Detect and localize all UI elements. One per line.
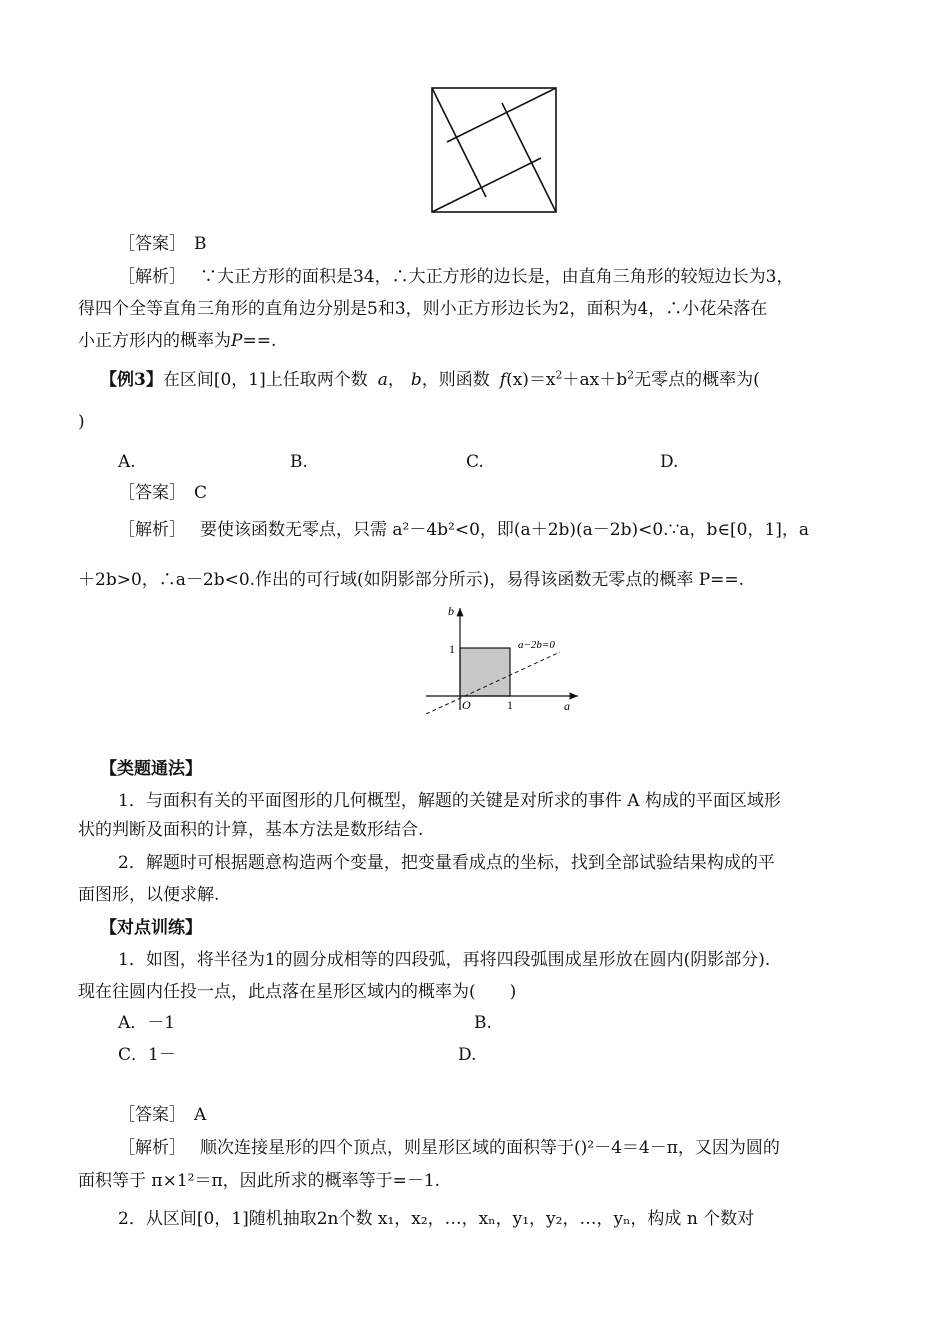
example-text: ，则函数 (421, 370, 490, 390)
function-f: f (499, 370, 507, 390)
line-label: a−2b=0 (518, 639, 555, 651)
method-p1b (78, 818, 423, 842)
method-p2b (78, 883, 219, 907)
example-text: ＋ax＋b (562, 370, 628, 390)
analysis1-line3 (78, 329, 276, 353)
example3-close (78, 410, 85, 434)
training-opt-c (118, 1043, 176, 1067)
analysis-text: ==. (242, 331, 277, 351)
option-b (290, 450, 308, 474)
training-opt-d (458, 1043, 476, 1067)
variable-b: b (410, 370, 422, 390)
example-text: (x) (506, 370, 529, 390)
feasible-region-graph (420, 602, 590, 714)
analysis-label: ［解析］ (118, 267, 186, 287)
superscript: 2 (555, 368, 563, 382)
option-label: B. (290, 452, 308, 472)
training-q1a (118, 948, 770, 972)
variable-a: a (377, 370, 388, 390)
axis-label-b: b (448, 604, 454, 618)
method-text: 状的判断及面积的计算，基本方法是数形结合. (78, 820, 424, 840)
square-pinwheel-figure (430, 86, 560, 216)
example-text: 在区间[0，1]上任取两个数 (162, 370, 368, 390)
answer-value: C (194, 483, 208, 503)
answer-value: B (194, 234, 207, 254)
question-text: 现在往圆内任投一点，此点落在星形区域内的概率为( ) (78, 982, 517, 1002)
tick-label-y1: 1 (449, 642, 455, 656)
analysis-text: 面积等于 π×1²＝π，因此所求的概率等于=－1. (78, 1171, 441, 1191)
triangle-edge-4 (432, 158, 541, 212)
analysis-label: ［解析］ (118, 520, 186, 540)
training-q1b (78, 980, 516, 1004)
option-label: A. (118, 452, 136, 472)
triangle-edge-3 (502, 103, 556, 212)
analysis-text: 顺次连接星形的四个顶点，则星形区域的面积等于()²－4＝4－π，又因为圆的 (200, 1138, 780, 1158)
answer-label: ［答案］ (118, 1105, 186, 1125)
analysis2-line2 (78, 568, 744, 592)
option-c (466, 450, 484, 474)
triangle-edge-1 (432, 88, 486, 197)
close-paren: ) (78, 412, 85, 432)
option-label: D. (660, 452, 679, 472)
example-text: 无零点的概率为( (634, 370, 760, 390)
option-label: A．－1 (118, 1013, 176, 1033)
analysis1-line2 (78, 297, 767, 321)
answer1-line (118, 232, 207, 256)
option-label: B. (474, 1013, 492, 1033)
training-opt-a (118, 1011, 175, 1035)
analysis3-line2 (78, 1169, 440, 1193)
variable-p: P (231, 331, 243, 351)
analysis-text: 要使该函数无零点，只需 a²－4b²<0，即(a＋2b)(a－2b)<0.∵a，b∈[0，1]，a (200, 520, 810, 540)
analysis-text: ∵大正方形的面积是34，∴大正方形的边长是，由直角三角形的较短边长为3， (200, 267, 794, 287)
answer-label: ［答案］ (118, 234, 186, 254)
method-p2a (118, 851, 775, 875)
option-a (118, 450, 136, 474)
option-label: C. (466, 452, 484, 472)
analysis3-line1 (118, 1136, 780, 1160)
method-text: 1．与面积有关的平面图形的几何概型，解题的关键是对所求的事件 A 构成的平面区域形 (118, 791, 781, 811)
answer2-line (118, 481, 207, 505)
section-title: 【对点训练】 (100, 918, 202, 938)
answer-label: ［答案］ (118, 483, 186, 503)
question2-line (118, 1207, 754, 1231)
option-label: C．1－ (118, 1045, 176, 1065)
shaded-region (460, 648, 510, 696)
answer3-line (118, 1103, 206, 1127)
option-label: D. (458, 1045, 477, 1065)
example-tag: 【例3】 (100, 370, 163, 390)
example3-line (100, 368, 760, 392)
method-title (100, 757, 202, 781)
tick-label-x1: 1 (507, 698, 513, 712)
method-text: 2．解题时可根据题意构造两个变量，把变量看成点的坐标，找到全部试验结果构成的平 (118, 853, 775, 873)
method-p1a (118, 789, 781, 813)
example-text: ， (387, 370, 405, 390)
question-text: 1．如图，将半径为1的圆分成相等的四段弧，再将四段弧围成星形放在圆内(阴影部分). (118, 950, 771, 970)
origin-label: O (462, 698, 471, 712)
method-text: 面图形，以便求解. (78, 885, 220, 905)
axis-label-a: a (564, 699, 570, 713)
analysis1-line1 (118, 265, 793, 289)
option-d (660, 450, 678, 474)
training-opt-b (474, 1011, 492, 1035)
analysis2-line1 (118, 518, 809, 542)
analysis-text: 小正方形内的概率为 (78, 331, 231, 351)
analysis-text: ＋2b>0，∴a－2b<0.作出的可行域(如阴影部分所示)，易得该函数无零点的概率 P==. (78, 570, 745, 590)
question-text: 2．从区间[0，1]随机抽取2n个数 x₁，x₂，…，xₙ，y₁，y₂，…，yₙ，构成 n 个数对 (118, 1209, 755, 1229)
analysis-text: 得四个全等直角三角形的直角边分别是5和3，则小正方形边长为2，面积为4，∴小花朵落在 (78, 299, 768, 319)
analysis-label: ［解析］ (118, 1138, 186, 1158)
section-title: 【类题通法】 (100, 759, 202, 779)
training-title (100, 916, 202, 940)
large-square (432, 88, 556, 212)
answer-value: A (194, 1105, 207, 1125)
triangle-edge-2 (447, 88, 556, 142)
superscript: 2 (627, 368, 635, 382)
example-text: ＝x (528, 370, 556, 390)
